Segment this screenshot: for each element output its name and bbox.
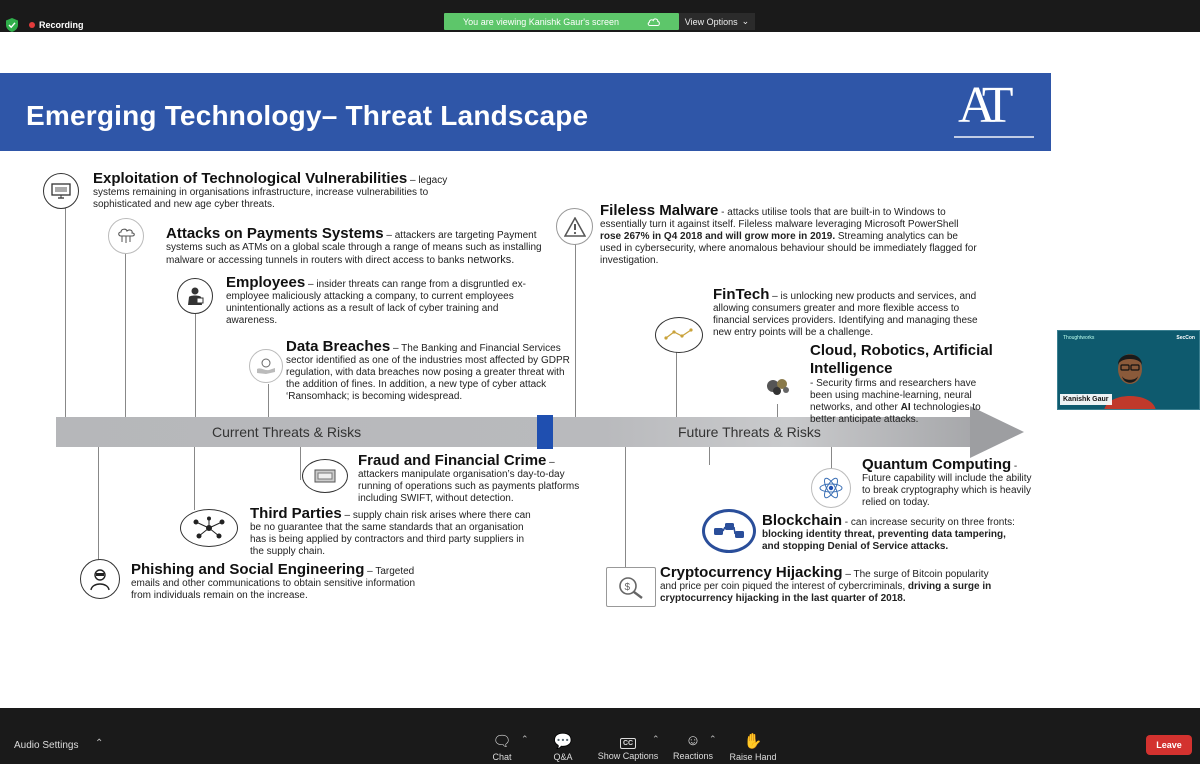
connector-line (125, 254, 126, 417)
robot-ai-icon (763, 374, 793, 398)
entry-separator: – (769, 291, 781, 302)
entry-title: Cryptocurrency Hijacking (660, 564, 843, 581)
video-brand-left: Thoughtworks (1063, 335, 1095, 341)
entry-text: attackers are targeting Payment systems such as ATMs on a global scale through a range of means such as installing malware or accessing tunnels in routers with direct access to banks (166, 230, 542, 266)
entry-text: attackers manipulate organisation’s day-to-day running of operations such as payments platforms including SWIFT, without detection. (358, 469, 580, 504)
connector-line (300, 447, 301, 480)
connector-line (98, 447, 99, 560)
entry-employees (226, 274, 526, 327)
hand-icon: ✋ (743, 733, 763, 750)
raise-hand-label: Raise Hand (729, 752, 777, 762)
qa-button[interactable] (547, 732, 579, 762)
entry-separator: – (842, 569, 854, 580)
entry-separator: - (1011, 461, 1018, 472)
entry-fraud (358, 452, 590, 505)
entry-title: Fileless Malware (600, 202, 719, 219)
meeting-toolbar (0, 708, 1200, 764)
chevron-up-icon[interactable]: ⌃ (521, 734, 529, 744)
participant-name: Kanishk Gaur (1060, 394, 1112, 405)
entry-title: Exploitation of Technological Vulnerabilities (93, 170, 408, 187)
top-bar (0, 0, 1200, 32)
cc-icon: CC (596, 732, 660, 749)
entry-text: insider threats can range from a disgruntled ex-employee maliciously attacking a company, to current employees unintentionally actions as a result of lack of cyber training and awareness. (226, 279, 526, 326)
slide-title: Emerging Technology– Threat Landscape (26, 100, 589, 131)
chevron-up-icon[interactable]: ⌃ (709, 734, 717, 744)
entry-text: attacks utilise tools that are built-in to Windows to essentially turn it against itself. Fileless malware leveraging Microsoft PowerShell (600, 207, 959, 230)
recording-dot-icon (29, 22, 35, 28)
blockchain-icon (702, 509, 756, 553)
entry-title: Third Parties (250, 505, 342, 522)
monitor-icon (43, 173, 79, 209)
entry-separator: - (810, 378, 817, 389)
slide-title-band (0, 73, 1051, 151)
entry-title: Employees (226, 274, 306, 291)
entry-separator: – (364, 566, 376, 577)
viewing-screen-banner (444, 13, 679, 30)
entry-text-bold: AI (900, 402, 911, 413)
show-captions-button[interactable] (596, 732, 660, 761)
entry-title: Quantum Computing (862, 456, 1012, 473)
connector-line (709, 447, 710, 465)
network-nodes-icon (180, 509, 238, 547)
recording-indicator[interactable] (29, 20, 84, 30)
axis-label-future: Future Threats & Risks (678, 424, 821, 440)
connector-line (195, 314, 196, 417)
chevron-up-icon[interactable]: ⌃ (95, 738, 104, 749)
entry-title: Blockchain (762, 512, 843, 529)
cloud-icon (647, 17, 660, 26)
raise-hand-button[interactable] (728, 732, 778, 762)
entry-phishing (131, 561, 431, 602)
chevron-up-icon[interactable]: ⌃ (652, 734, 660, 744)
entry-separator: – (390, 343, 402, 354)
chat-icon: 🗨 (492, 733, 512, 750)
entry-separator: – (407, 175, 419, 186)
entry-text: Security firms and researchers have been using machine-learning, neural networks, and other (810, 378, 977, 413)
participant-video[interactable] (1057, 330, 1200, 410)
hand-data-icon (249, 349, 283, 383)
entry-breaches (286, 338, 570, 403)
connector-line (625, 447, 626, 572)
reactions-label: Reactions (672, 751, 714, 761)
connector-line (777, 404, 778, 417)
entry-text-bold: blocking identity threat, preventing data tampering, and stopping Denial of Service attacks. (762, 529, 1006, 552)
chat-label: Chat (492, 752, 512, 762)
logo: AT (958, 77, 1006, 134)
entry-title: FinTech (713, 286, 770, 303)
entry-third-parties (250, 505, 536, 558)
entry-title: Data Breaches (286, 338, 391, 355)
atom-icon (811, 468, 851, 508)
connector-line (268, 384, 269, 417)
crypto-search-icon (606, 567, 656, 607)
svg-text:$: $ (624, 582, 631, 593)
entry-separator: – (305, 279, 317, 290)
entry-cloud (810, 342, 996, 426)
shared-screen (0, 32, 1200, 708)
entry-title: Cloud, Robotics, Artificial Intelligence (810, 342, 993, 377)
entry-fintech (713, 286, 983, 339)
entry-title: Attacks on Payments Systems (166, 225, 384, 242)
entry-text-tail: technologies to better anticipate attacks. (810, 402, 981, 425)
captions-label: Show Captions (597, 751, 659, 761)
entry-text: The Banking and Financial Services sector identified as one of the industries most affected by GDPR regulation, with data breaches now posing a greater threat with the addition of fines. In addition, a new type of cyber attack ‘Ransomhack; is becoming widespread. (286, 343, 570, 402)
entry-text-tail: Streaming analytics can be used in cybersecurity, where anomalous behaviour should be immediately flagged for investigation. (600, 231, 977, 266)
entry-separator: - (718, 207, 728, 218)
leave-button[interactable]: Leave (1146, 735, 1192, 755)
entry-exploitation (93, 170, 453, 211)
entry-quantum (862, 456, 1042, 509)
fintech-nodes-icon (655, 317, 703, 353)
axis-label-current: Current Threats & Risks (212, 424, 362, 440)
entry-separator: – (383, 230, 395, 241)
entry-crypto (660, 564, 996, 605)
entry-fileless (600, 202, 980, 267)
employee-icon (177, 278, 213, 314)
entry-text: can increase security on three fronts: (850, 517, 1015, 528)
timeline-marker (537, 415, 553, 449)
shield-icon[interactable] (6, 18, 18, 32)
cloud-network-icon (108, 218, 144, 254)
entry-text: is unlocking new products and services, and allowing consumers greater and more flexible access to financial services providers. Identifying and managing these new entry points will be a challenge. (713, 291, 978, 338)
logo-underline (954, 136, 1034, 138)
qa-icon: 💬 (553, 733, 573, 750)
recording-label: Recording (39, 20, 84, 30)
connector-line (676, 350, 677, 417)
entry-text: Targeted emails and other communications to obtain sensitive information from individuals remain on the increase. (131, 566, 416, 601)
entry-text-tail: networks. (467, 254, 515, 266)
entry-text: The surge of Bitcoin popularity and price per coin piqued the interest of cybercriminals, (660, 569, 989, 592)
video-brand-right: SecCon (1176, 335, 1195, 341)
entry-text-bold: driving a surge in cryptocurrency hijacking in the last quarter of 2018. (660, 581, 992, 604)
hacker-icon (80, 559, 120, 599)
warning-icon (556, 208, 593, 245)
entry-text: Future capability will include the ability to break cryptography which is heavily relied on today. (862, 473, 1032, 508)
entry-payments (166, 225, 542, 267)
chat-button[interactable] (486, 732, 518, 762)
view-options-label: View Options (684, 16, 738, 27)
audio-settings-button[interactable]: Audio Settings (14, 740, 79, 751)
connector-line (831, 447, 832, 469)
entry-separator: - (842, 517, 851, 528)
entry-text: legacy systems remaining in organisations infrastructure, increase vulnerabilities to sophisticated and new age cyber threats. (93, 175, 448, 210)
entry-title: Fraud and Financial Crime (358, 452, 547, 469)
chevron-down-icon: ⌄ (741, 16, 750, 26)
participant-avatar (1104, 343, 1156, 410)
smiley-icon: ☺ (685, 732, 701, 749)
connector-line (194, 447, 195, 510)
connector-line (575, 243, 576, 417)
entry-text: supply chain risk arises where there can be no guarantee that the same standards that an organisation has is being applied by contractors and third party suppliers in the supply chain. (250, 510, 531, 557)
fraud-icon (302, 459, 348, 493)
entry-separator: – (546, 457, 555, 468)
entry-separator: – (341, 510, 353, 521)
view-options-button[interactable] (679, 13, 755, 30)
entry-title: Phishing and Social Engineering (131, 561, 365, 578)
connector-line (65, 208, 66, 417)
qa-label: Q&A (553, 752, 573, 762)
viewing-text: You are viewing Kanishk Gaur's screen (463, 16, 619, 27)
entry-text-bold: rose 267% in Q4 2018 and will grow more in 2019. (600, 231, 836, 242)
entry-blockchain (762, 512, 1024, 553)
